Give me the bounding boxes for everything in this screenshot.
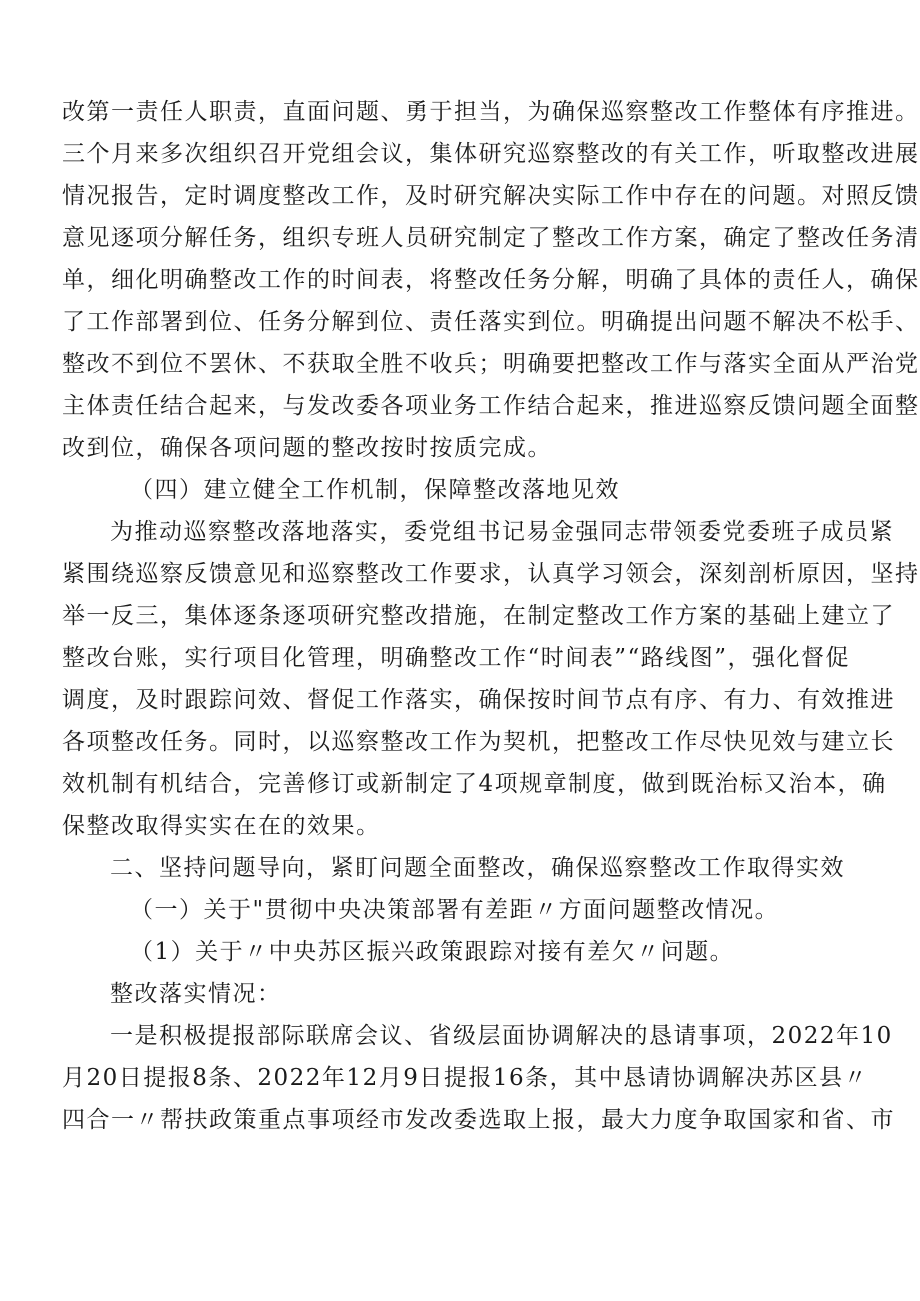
paragraph-line: 情况报告，定时调度整改工作，及时研究解决实际工作中存在的问题。对照反馈 [62, 183, 920, 209]
paragraph-line: 整改不到位不罢休、不获取全胜不收兵；明确要把整改工作与落实全面从严治党 [62, 351, 920, 377]
paragraph-line: 改第一责任人职责，直面问题、勇于担当，为确保巡察整改工作整体有序推进。 [62, 99, 920, 125]
paragraph-line: 效机制有机结合，完善修订或新制定了4项规章制度，做到既治标又治本，确 [62, 771, 887, 797]
paragraph-line: 保整改取得实实在在的效果。 [62, 813, 381, 839]
paragraph-line: 主体责任结合起来，与发改委各项业务工作结合起来，推进巡察反馈问题全面整 [62, 393, 920, 419]
section-heading: （四）建立健全工作机制，保障整改落地见效 [130, 477, 620, 503]
paragraph-line: 了工作部署到位、任务分解到位、责任落实到位。明确提出问题不解决不松手、 [62, 309, 920, 335]
paragraph-line: 紧围绕巡察反馈意见和巡察整改工作要求，认真学习领会，深刻剖析原因，坚持 [62, 561, 920, 587]
paragraph-line: 四合一〃帮扶政策重点事项经市发改委选取上报，最大力度争取国家和省、市 [62, 1107, 895, 1133]
paragraph-line: 整改台账，实行项目化管理，明确整改工作“时间表”“路线图”，强化督促 [62, 645, 851, 671]
paragraph-line: 一是积极提报部际联席会议、省级层面协调解决的恳请事项，2022年10 [110, 1023, 893, 1049]
section-heading: 二、坚持问题导向，紧盯问题全面整改，确保巡察整改工作取得实效 [110, 855, 845, 881]
paragraph-line: 意见逐项分解任务，组织专班人员研究制定了整改工作方案，确定了整改任务清 [62, 225, 920, 251]
label-line: 整改落实情况： [110, 981, 282, 1007]
paragraph-line: 为推动巡察整改落地落实，委党组书记易金强同志带领委党委班子成员紧 [110, 519, 894, 545]
paragraph-line: 改到位，确保各项问题的整改按时按质完成。 [62, 435, 552, 461]
item-heading: （1）关于〃中央苏区振兴政策跟踪对接有差欠〃问题。 [130, 939, 735, 965]
paragraph-line: 三个月来多次组织召开党组会议，集体研究巡察整改的有关工作，听取整改进展 [62, 141, 920, 167]
paragraph-line: 举一反三，集体逐条逐项研究整改措施，在制定整改工作方案的基础上建立了 [62, 603, 895, 629]
paragraph-line: 单，细化明确整改工作的时间表，将整改任务分解，明确了具体的责任人，确保 [62, 267, 920, 293]
subsection-heading: （一）关于"贯彻中央决策部署有差距〃方面问题整改情况。 [130, 897, 780, 923]
paragraph-line: 月20日提报8条、2022年12月9日提报16条，其中恳请协调解决苏区县〃 [62, 1065, 869, 1091]
paragraph-line: 调度，及时跟踪问效、督促工作落实，确保按时间节点有序、有力、有效推进 [62, 687, 895, 713]
paragraph-line: 各项整改任务。同时，以巡察整改工作为契机，把整改工作尽快见效与建立长 [62, 729, 895, 755]
